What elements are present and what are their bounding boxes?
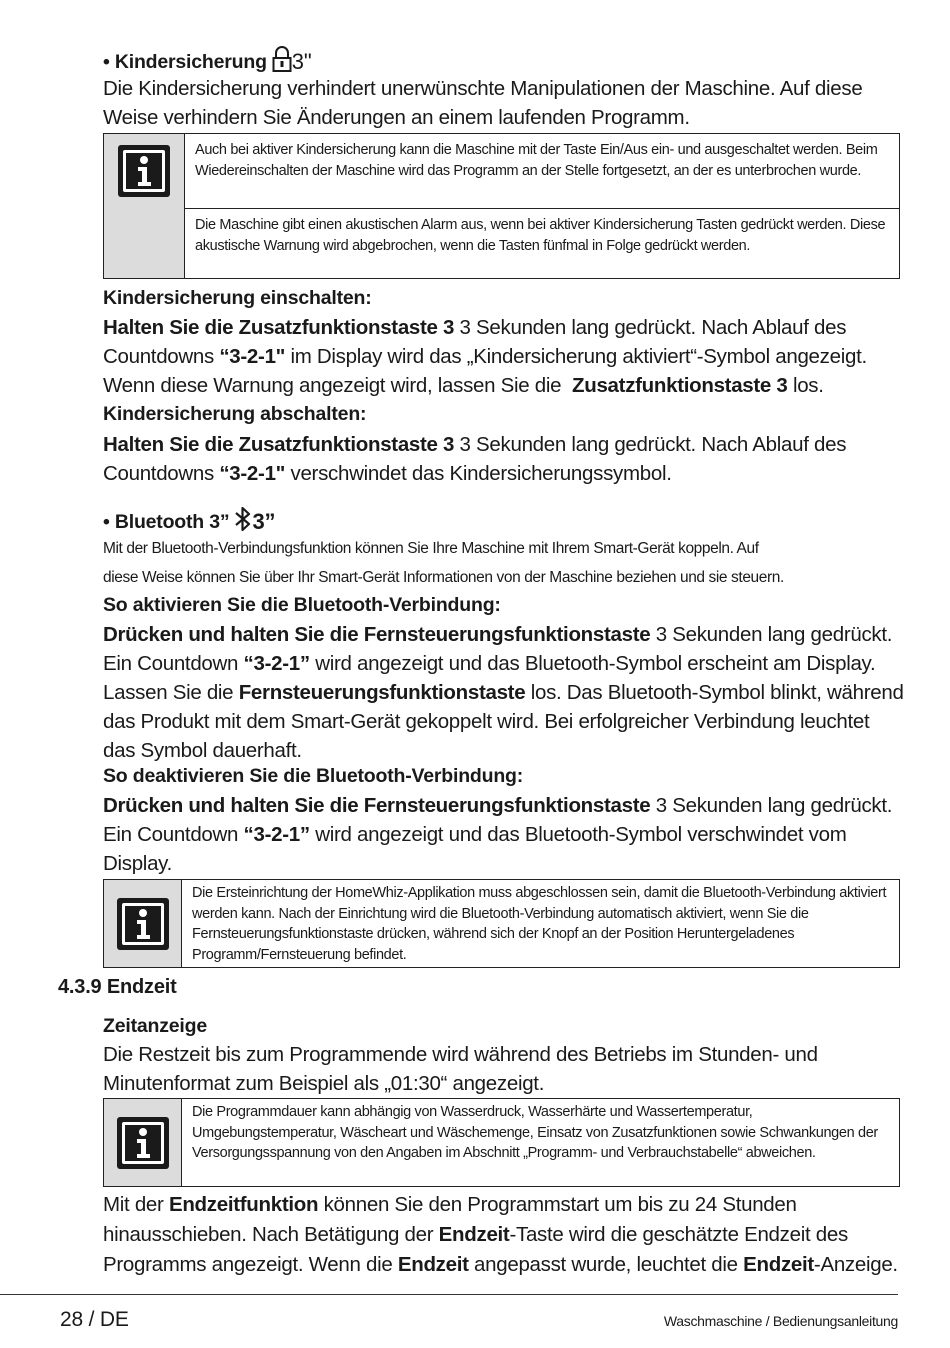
child-lock-duration: 3" (291, 49, 312, 74)
child-lock-intro (103, 74, 903, 132)
text: Countdowns (103, 345, 220, 368)
info-box-bluetooth (103, 879, 900, 968)
text: -Anzeige. (813, 1253, 898, 1276)
info-note: Auch bei aktiver Kindersicherung kann die Maschine mit der Taste Ein/Aus ein- und ausgeschaltet werden. Beim Wiedereinschalten der Maschine wird das Programm an der Stelle fortgesetzt, an der es unterbrochen wurde. (195, 142, 878, 179)
subheading-deactivate-bluetooth: So deaktivieren Sie die Bluetooth-Verbindung: (103, 765, 524, 787)
paragraph-line (103, 1250, 903, 1280)
enable-child-lock-text (103, 313, 903, 400)
paragraph-line: Die Kindersicherung verhindert unerwünschte Manipulationen der Maschine. Auf diese (103, 77, 863, 100)
info-box-icon-cell (104, 1099, 182, 1186)
bold-text: “3-2-1” (243, 823, 310, 846)
page-number: 28 / DE (60, 1308, 129, 1331)
child-lock-symbol (272, 46, 312, 74)
text: los. (787, 374, 824, 397)
bluetooth-icon (234, 504, 252, 534)
info-icon (117, 1117, 169, 1169)
paragraph-line (103, 430, 903, 459)
text: 3 Sekunden lang gedrückt. (650, 623, 893, 646)
deactivate-bluetooth-text (103, 791, 903, 878)
text: 3 Sekunden lang gedrückt. Nach Ablauf des (454, 433, 847, 456)
text: wird angezeigt und das Bluetooth-Symbol verschwindet vom (309, 823, 847, 846)
paragraph-line (103, 820, 903, 849)
info-note: Die Programmdauer kann abhängig von Wasserdruck, Wasserhärte und Wassertemperatur, Umgebungstemperatur, Wäscheart und Wäschemenge, Einsatz von Zusatzfunktionen sowie Schwankungen der Versorgungsspannung von den Angaben im Abschnitt „Programm- und Verbrauchstabelle“ abweichen. (192, 1104, 878, 1161)
text: wird angezeigt und das Bluetooth-Symbol erscheint am Display. (309, 652, 876, 675)
bold-text: Endzeit (438, 1223, 510, 1246)
info-icon (117, 898, 169, 950)
info-note: Die Ersteinrichtung der HomeWhiz-Applikation muss abgeschlossen sein, damit die Bluetooth-Verbindung aktiviert werden kann. Nach der Einrichtung wird die Bluetooth-Verbindung automatisch aktiviert, wenn Sie die Fernsteuerungsfunktionstaste drücken, während sich der Knopf an der Position Heruntergeladenes Programm/Fernsteuerung befindet. (192, 885, 887, 963)
bold-text: Zusatzfunktionstaste 3 (572, 374, 788, 397)
paragraph-line (103, 371, 903, 400)
info-box-end-time (103, 1098, 900, 1187)
text: Countdowns (103, 462, 220, 485)
info-box-notes (185, 134, 899, 278)
footer-divider (0, 1294, 898, 1295)
paragraph-line: diese Weise können Sie über Ihr Smart-Gerät Informationen von der Maschine beziehen und sie steuern. (103, 569, 784, 586)
text: verschwindet das Kindersicherungssymbol. (285, 462, 672, 485)
info-icon (118, 145, 170, 197)
text: Wenn diese Warnung angezeigt wird, lassen Sie die (103, 374, 573, 397)
info-box-icon-cell (104, 134, 185, 278)
info-box-notes (182, 1099, 899, 1186)
text: Ein Countdown (103, 823, 244, 846)
bold-text: Drücken und halten Sie die Fernsteuerungsfunktionstaste (103, 623, 651, 646)
text: -Taste wird die geschätzte Endzeit des (509, 1223, 848, 1246)
bluetooth-symbol (234, 504, 275, 534)
bold-text: Drücken und halten Sie die Fernsteuerungsfunktionstaste (103, 794, 651, 817)
text: angepasst wurde, leuchtet die (468, 1253, 744, 1276)
bold-text: Endzeit (397, 1253, 469, 1276)
info-note: Die Maschine gibt einen akustischen Alarm aus, wenn bei aktiver Kindersicherung Tasten gedrückt werden. Diese akustische Warnung wird abgebrochen, wenn die Tasten fünfmal in Folge gedrückt werden. (185, 208, 899, 262)
text: im Display wird das „Kindersicherung aktiviert“-Symbol angezeigt. (285, 345, 867, 368)
text: Ein Countdown (103, 652, 244, 675)
bold-text: Halten Sie die Zusatzfunktionstaste 3 (103, 433, 455, 456)
bluetooth-duration: 3” (252, 509, 276, 534)
text: 3 Sekunden lang gedrückt. (650, 794, 893, 817)
paragraph-line: das Symbol dauerhaft. (103, 739, 302, 762)
info-box-notes (182, 880, 899, 967)
bold-text: Fernsteuerungsfunktionstaste (238, 681, 526, 704)
bold-text: Halten Sie die Zusatzfunktionstaste 3 (103, 316, 455, 339)
bold-text: “3-2-1" (219, 462, 286, 485)
bold-text: “3-2-1" (219, 345, 286, 368)
paragraph-line (103, 1190, 903, 1220)
bold-text: Endzeit (743, 1253, 814, 1276)
paragraph-line (103, 620, 903, 649)
paragraph-line (103, 678, 903, 707)
text: los. Das Bluetooth-Symbol blinkt, während (525, 681, 904, 704)
bold-text: Endzeitfunktion (168, 1193, 319, 1216)
subheading-disable-child-lock: Kindersicherung abschalten: (103, 403, 367, 425)
text: können Sie den Programmstart um bis zu 24 Stunden (318, 1193, 797, 1216)
paragraph-line (103, 1220, 903, 1250)
subheading-time-display: Zeitanzeige (103, 1015, 207, 1037)
paragraph-line: Display. (103, 852, 172, 875)
paragraph-line: Mit der Bluetooth-Verbindungsfunktion können Sie Ihre Maschine mit Ihrem Smart-Gerät koppeln. Auf (103, 540, 759, 557)
subheading-activate-bluetooth: So aktivieren Sie die Bluetooth-Verbindung: (103, 594, 501, 616)
disable-child-lock-text (103, 430, 903, 488)
footer-document-title: Waschmaschine / Bedienungsanleitung (663, 1313, 898, 1329)
info-box-icon-cell (104, 880, 182, 967)
paragraph-line: Die Restzeit bis zum Programmende wird während des Betriebs im Stunden- und (103, 1043, 818, 1066)
child-lock-heading-text: • Kindersicherung (103, 51, 267, 73)
text: Lassen Sie die (103, 681, 239, 704)
subheading-enable-child-lock: Kindersicherung einschalten: (103, 287, 372, 309)
info-box-child-lock (103, 133, 900, 279)
activate-bluetooth-text (103, 620, 903, 765)
lock-icon (272, 46, 292, 74)
bold-text: “3-2-1” (243, 652, 310, 675)
paragraph-line (103, 342, 903, 371)
time-display-text (103, 1040, 903, 1098)
text: Programms angezeigt. Wenn die (103, 1253, 398, 1276)
bluetooth-heading-text: • Bluetooth 3” (103, 511, 230, 533)
paragraph-line (103, 649, 903, 678)
paragraph-line: Weise verhindern Sie Änderungen an einem laufenden Programm. (103, 106, 690, 129)
child-lock-heading (103, 38, 311, 74)
text: Mit der (103, 1193, 169, 1216)
bluetooth-heading (103, 498, 275, 534)
paragraph-line (103, 791, 903, 820)
bluetooth-intro (103, 534, 923, 592)
paragraph-line: Minutenformat zum Beispiel als „01:30“ angezeigt. (103, 1072, 545, 1095)
text: 3 Sekunden lang gedrückt. Nach Ablauf des (454, 316, 847, 339)
paragraph-line: das Produkt mit dem Smart-Gerät gekoppelt wird. Bei erfolgreicher Verbindung leuchtet (103, 710, 870, 733)
text: hinausschieben. Nach Betätigung der (103, 1223, 439, 1246)
section-title-end-time: 4.3.9 Endzeit (58, 976, 177, 998)
paragraph-line (103, 459, 903, 488)
paragraph-line (103, 313, 903, 342)
end-time-text (103, 1190, 903, 1280)
